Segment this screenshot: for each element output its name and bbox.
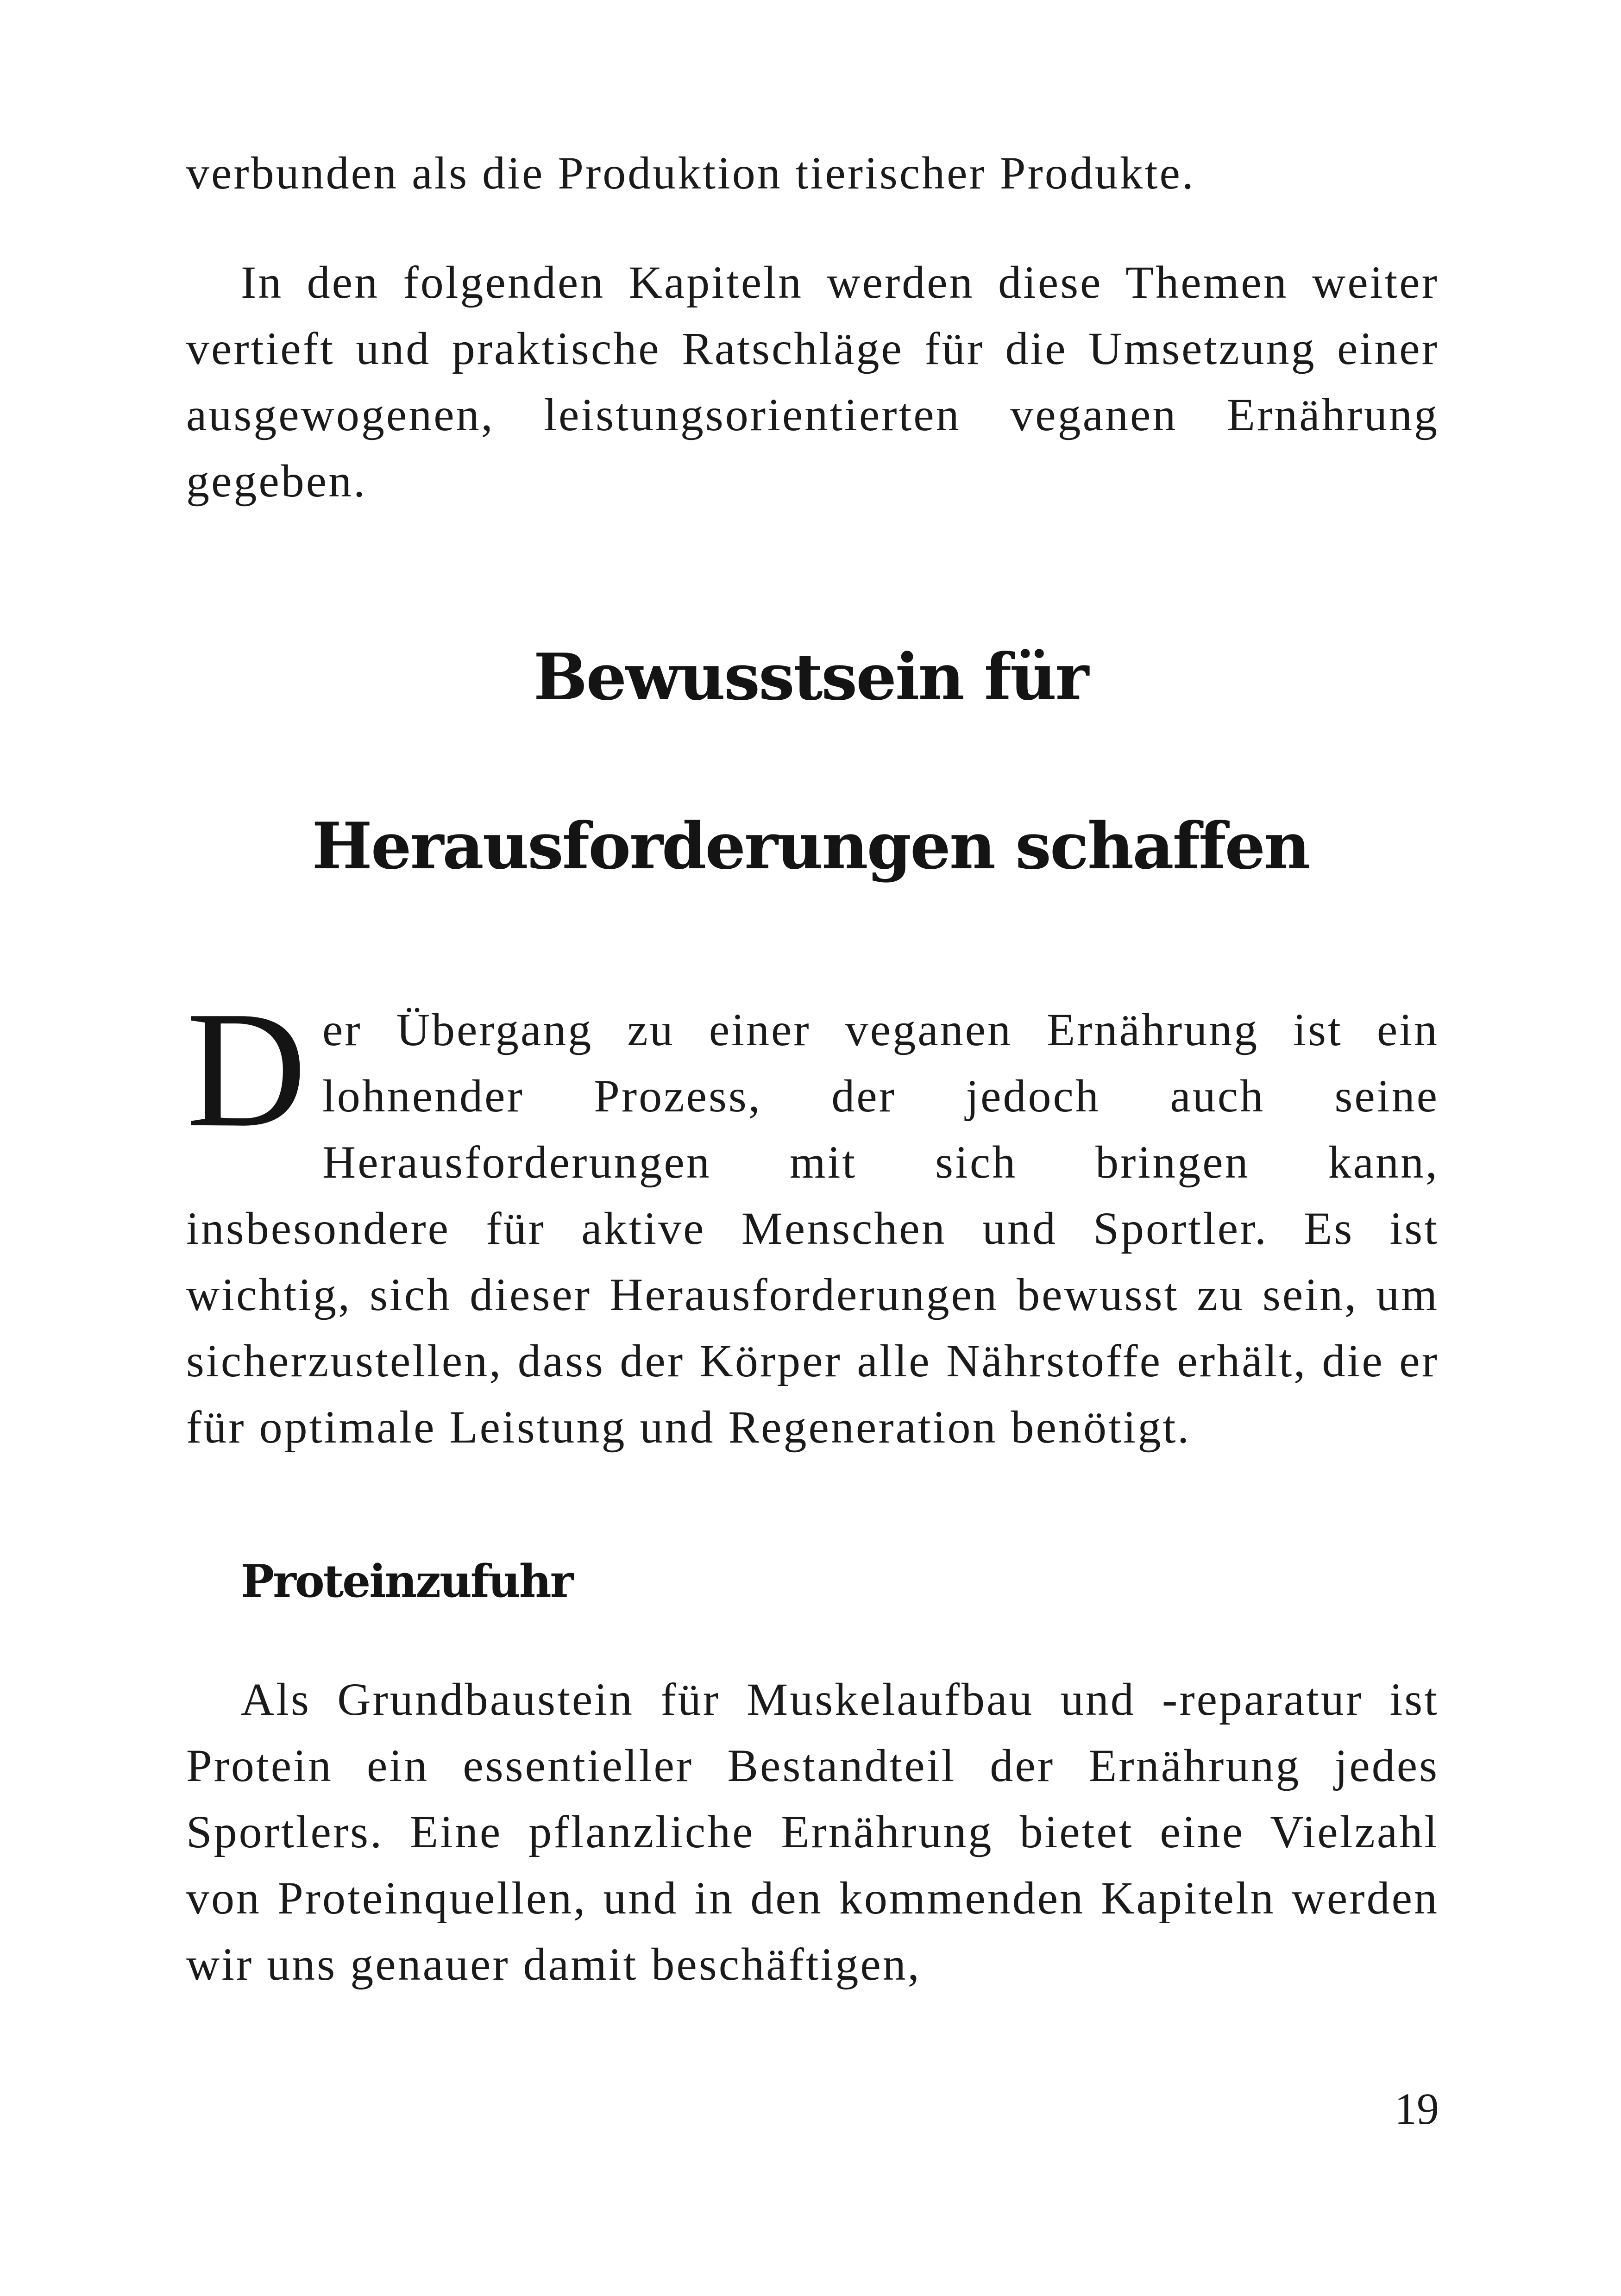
chapter-intro-text: er Übergang zu einer veganen Ernährung ist ein lohnender Prozess, der jedoch auch seine Herausforderungen mit sich bringen kann, insbesondere für aktive Menschen und Sportler. Es ist wichtig, sich dieser Herausforderungen bewusst zu sein, um sicherzustellen, dass der Körper alle Nährstoffe erhält, die er für optimale Leistung und Regeneration benötigt. xyxy=(186,1004,1439,1453)
continuation-paragraph-block xyxy=(186,140,1439,206)
chapter-outlook-block xyxy=(186,249,1439,514)
drop-cap: D xyxy=(186,977,307,1161)
section-body-paragraph: Als Grundbaustein für Muskelaufbau und -reparatur ist Protein ein essentieller Bestandteil der Ernährung jedes Sportlers. Eine pflanzliche Ernährung bietet eine Vielzahl von Proteinquellen, und in den kommenden Kapiteln werden wir uns genauer damit beschäftigen, xyxy=(186,1674,1439,1990)
chapter-title-line-1: Bewusstsein für xyxy=(533,639,1088,715)
chapter-title-line-2: Herausforderungen schaffen xyxy=(312,808,1309,884)
chapter-intro-block xyxy=(186,977,1439,1460)
chapter-intro-paragraph xyxy=(186,977,1439,1460)
page-number: 19 xyxy=(1395,2084,1439,2133)
section-heading: Proteinzufuhr xyxy=(241,1555,572,1607)
section-body-block xyxy=(186,1666,1439,1997)
continuation-paragraph: verbunden als die Produktion tierischer Produkte. xyxy=(186,147,1195,199)
chapter-outlook-paragraph: In den folgenden Kapiteln werden diese Themen weiter vertieft und praktische Ratschläge für die Umsetzung einer ausgewogenen, leistungsorientierten veganen Ernährung gegeben. xyxy=(186,257,1439,507)
